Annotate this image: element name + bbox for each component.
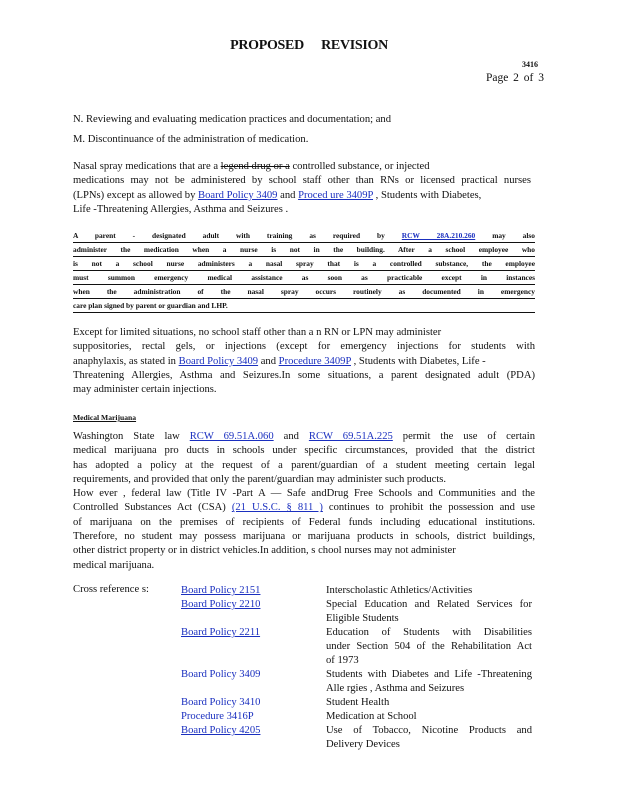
cross-reference-title: Student Health [326, 697, 390, 708]
designated-line-6: care plan signed by parent or guardian and LHP. [73, 299, 535, 313]
except-line-1: Except for limited situations, no school staff other than a n RN or LPN may administer [73, 327, 442, 338]
marijuana-line-3: has adopted a policy at the request of a parent/guardian of a student meeting certain legal [73, 459, 535, 471]
marijuana-heading: Medical Marijuana [73, 413, 137, 422]
except-paragraph [73, 326, 535, 397]
21-usc-811-link[interactable]: (21 U.S.C. § 811 ) [231, 502, 323, 514]
cross-reference-ref: Procedure 3416P [181, 711, 254, 722]
designated-line-2: administer the medication when a nurse is not in the building. After a school employee who [73, 243, 535, 257]
cross-reference-ref: Board Policy 3409 [181, 669, 261, 680]
nasal-line-4: Life -Threatening Allergies, Asthma and Seizures . [73, 203, 289, 215]
except-line-2: suppositories, rectal gels, or injections (except for emergency injections for students with [73, 341, 535, 353]
rcw-28a-210-260-link[interactable]: RCW 28A.210.260 [401, 231, 476, 240]
designated-line-1: A parent - designated adult with training as required by RCW 28A.210.260 may also [73, 229, 535, 243]
list-item-m: M. Discontinuance of the administration of medication. [73, 134, 309, 145]
cross-reference-title: of 1973 [326, 655, 359, 666]
cross-reference-ref[interactable]: Board Policy 2210 [181, 599, 261, 610]
cross-reference-title: Special Education and Related Services for [326, 599, 532, 610]
list-item-n: N. Reviewing and evaluating medication practices and documentation; and [73, 114, 392, 125]
marijuana-line-10: medical marijuana. [73, 559, 155, 571]
procedure-3409p-link[interactable]: Procedure 3409P [278, 355, 351, 367]
marijuana-line-9: other district property or in district vehicles.In addition, s chool nurses may not administer [73, 545, 456, 557]
rcw-69-51a-225-link[interactable]: RCW 69.51A.225 [308, 431, 393, 442]
cross-reference-title: Use of Tobacco, Nicotine Products and [326, 725, 532, 736]
rcw-69-51a-060-link[interactable]: RCW 69.51A.060 [189, 431, 274, 442]
except-line-5: may administer certain injections. [73, 384, 217, 396]
cross-reference-title: under Section 504 of the Rehabilitation Act [326, 641, 532, 652]
cross-reference-ref[interactable]: Board Policy 2151 [181, 585, 261, 596]
marijuana-line-5: How ever , federal law (Title IV -Part A — Safe andDrug Free Schools and Communities and the [73, 488, 535, 500]
struck-text: legend drug or a [220, 161, 290, 172]
marijuana-line-8: Therefore, no student may possess marijuana or marijuana products in schools, district buildings, [73, 531, 535, 543]
cross-reference-title: Education of Students with Disabilities [326, 627, 532, 638]
board-policy-3409-link[interactable]: Board Policy 3409 [198, 189, 278, 201]
marijuana-paragraph [73, 430, 535, 573]
page-number: Page 2 of 3 [485, 72, 544, 84]
document-title: PROPOSED REVISION [230, 38, 388, 53]
designated-adult-block [73, 229, 535, 313]
except-line-3: anaphylaxis, as stated in Board Policy 3409 and Procedure 3409P , Students with Diabetes, Life - [73, 355, 486, 367]
marijuana-line-6: Controlled Substances Act (CSA) (21 U.S.C. § 811 ) continues to prohibit the possession and use [73, 502, 536, 514]
cross-reference-title: Delivery Devices [326, 739, 400, 750]
board-policy-3409-link[interactable]: Board Policy 3409 [178, 355, 259, 367]
cross-reference-title: Alle rgies , Asthma and Seizures [326, 683, 465, 694]
marijuana-line-4: requirements, and provided that only the parent/guardian may administer such products. [73, 473, 447, 485]
cross-reference-title: Medication at School [326, 711, 417, 722]
cross-reference-label: Cross reference s: [73, 584, 149, 595]
cross-reference-title: Students with Diabetes and Life -Threatening [326, 669, 532, 680]
marijuana-line-2: medical marijuana pro ducts in schools under specific circumstances, provided that the district [73, 445, 535, 457]
cross-reference-ref[interactable]: Board Policy 4205 [181, 725, 261, 736]
policy-code: 3416 [522, 60, 538, 69]
nasal-line-1: Nasal spray medications that are a legend drug or a controlled substance, or injected [73, 161, 430, 172]
procedure-3409p-link[interactable]: Proced ure 3409P [298, 189, 374, 201]
nasal-line-3: (LPNs) except as allowed by Board Policy 3409 and Proced ure 3409P , Students with Diabetes, [73, 189, 482, 201]
designated-line-3: is not a school nurse administers a nasal spray that is a controlled substance, the employee [73, 257, 535, 271]
cross-reference-title: Interscholastic Athletics/Activities [326, 585, 473, 596]
designated-line-5: when the administration of the nasal spray occurs routinely as documented in emergency [73, 285, 535, 299]
cross-reference-ref[interactable]: Board Policy 2211 [181, 627, 261, 638]
nasal-paragraph [73, 160, 531, 217]
except-line-4: Threatening Allergies, Asthma and Seizures.In some situations, a parent designated adult (PDA) [73, 369, 535, 381]
marijuana-line-1: Washington State law RCW 69.51A.060 and RCW 69.51A.225 permit the use of certain [73, 431, 535, 442]
cross-reference-ref: Board Policy 3410 [181, 697, 261, 708]
designated-line-4: must summon emergency medical assistance as soon as practicable except in instances [73, 271, 535, 285]
cross-reference-title: Eligible Students [326, 613, 399, 624]
nasal-line-2: medications may not be administered by school staff other than RNs or licensed practical nurses [73, 175, 531, 187]
marijuana-line-7: of marijuana on the premises of recipients of Federal funds including educational institutions. [73, 516, 535, 528]
